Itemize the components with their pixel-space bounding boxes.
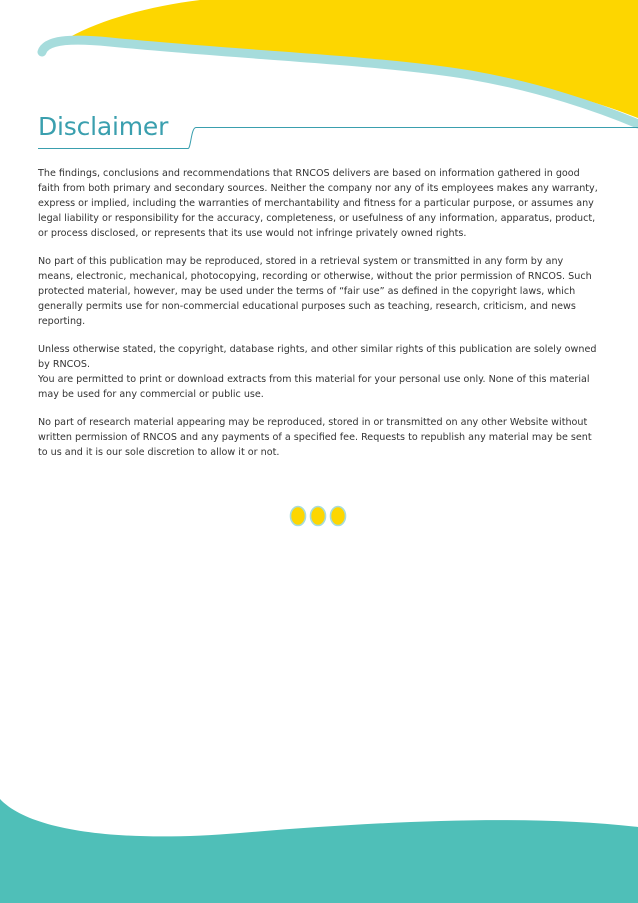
disclaimer-body [38, 166, 600, 473]
dots-ornament [289, 505, 349, 527]
dot-2 [311, 507, 326, 526]
paragraph-website: No part of research material appearing may be reproduced, stored in or transmitted on any other Website without written permission of RNCOS and any payments of a specified fee. Requests to republish any material may be sent to us and it is our sole discretion to allow it or not. [38, 417, 592, 458]
bottom-teal-wave [0, 799, 638, 903]
paragraph-copyright: Unless otherwise stated, the copyright, database rights, and other similar rights of this publication are solely owned by RNCOS. [38, 344, 597, 370]
paragraph-reproduction: No part of this publication may be reproduced, stored in a retrieval system or transmitted in any form by any means, electronic, mechanical, photocopying, recording or otherwise, without the prior permission of RNCOS. Such protected material, however, may be used under the terms of “fair use” as defined in the copyright laws, which generally permits use for non-commercial educational purposes such as teaching, research, criticism, and news reporting. [38, 256, 592, 327]
bottom-wave-decoration [0, 793, 638, 903]
dot-3 [331, 507, 346, 526]
paragraph-personal-use: You are permitted to print or download extracts from this material for your personal use only. None of this material may be used for any commercial or public use. [38, 374, 590, 400]
page-title: Disclaimer [38, 112, 169, 141]
dot-1 [291, 507, 306, 526]
title-rule [38, 124, 638, 154]
paragraph-findings: The findings, conclusions and recommendations that RNCOS delivers are based on information gathered in good faith from both primary and secondary sources. Neither the company nor any of its employees makes any warranty, express or implied, including the warranties of merchantability and fitness for a particular purpose, or assumes any legal liability or responsibility for the accuracy, completeness, or usefulness of any information, apparatus, product, or process disclosed, or represents that its use would not infringe privately owned rights. [38, 168, 598, 239]
